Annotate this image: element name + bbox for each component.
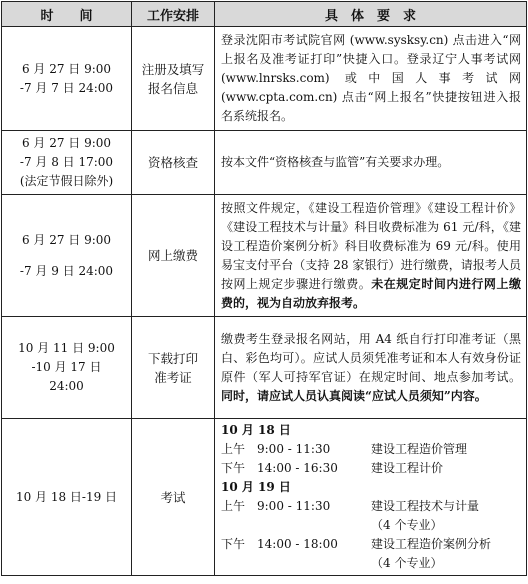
exam-date: 10 月 18 日 [221,423,291,437]
task-cell [132,419,215,576]
table-row [2,131,527,195]
task-cell [132,317,215,419]
time-line: 10 月 11 日 9:00 [18,341,115,355]
task-line: 网上缴费 [147,248,198,263]
time-line: -7 月 8 日 17:00 [19,155,114,169]
time-line: 24:00 [49,379,84,393]
time-cell [2,195,132,317]
task-cell [132,131,215,195]
task-cell [132,195,215,317]
header-requirements: 具 体 要 求 [215,2,527,27]
time-line: 6 月 27 日 9:00 [21,136,112,150]
task-line: 考试 [160,489,186,505]
requirement-bold-text: 同时，请应试人员认真阅读“应试人员须知”内容。 [221,388,487,403]
requirement-cell [215,27,527,131]
requirement-text: 缴费考生登录报名网站，用 A4 纸自行打印准考证（黑白、彩色均可）。应试人员须凭准考证和本人有效身份证原件（军人可持军官证）在规定时间、地点参加考试。 [221,331,521,384]
time-line: (法定节假日除外) [19,174,114,188]
exam-date: 10 月 19 日 [221,480,291,494]
header-time: 时 间 [2,2,132,27]
task-line: 资格核查 [147,155,198,170]
time-line: 6 月 27 日 9:00 [21,61,112,76]
requirement-text: 按本文件“资格核查与监管”有关要求办理。 [221,155,450,169]
exam-schedule-cell [215,419,527,576]
time-line: -7 月 7 日 24:00 [19,80,114,95]
requirement-cell [215,195,527,317]
session-note: （4 个专业） [371,556,443,570]
task-cell [132,27,215,131]
task-line: 注册及填写 [141,61,205,77]
time-cell [2,419,132,576]
session-time: 下午 14:00 - 18:00 [221,537,338,551]
time-line: -7 月 9 日 24:00 [19,263,114,278]
time-line: 6 月 27 日 9:00 [21,232,112,247]
time-line: -10 月 17 日 [31,360,102,374]
table-row [2,317,527,419]
table-row [2,195,527,317]
task-line: 下载打印 [147,350,198,366]
time-cell [2,317,132,419]
session-time: 上午 9:00 - 11:30 [221,442,331,456]
header-task: 工作安排 [132,2,215,27]
exam-schedule [221,421,521,573]
time-cell [2,131,132,195]
session-note: （4 个专业） [371,518,443,532]
session-subject: 建设工程造价案例分析 [371,537,492,551]
table-row [2,27,527,131]
table-row [2,419,527,576]
session-subject: 建设工程计价 [371,461,444,475]
session-subject: 建设工程造价管理 [371,442,468,456]
requirement-text: 按照文件规定，《建设工程造价管理》《建设工程计价》《建设工程技术与计量》科目收费标准为 61 元/科，《建设工程造价案例分析》科目收费标准为 69 元/科。使用易宝支付平台（支持 28 家银行）进行缴费，请报考人员按网上规定步骤进行缴费。 [221,200,521,291]
requirement-bold-text: 未在规定时间内进行网上缴费的，视为自动放弃报考。 [221,276,521,310]
task-line: 准考证 [154,369,192,385]
requirement-text: 登录沈阳市考试院官网 (www.sysksy.cn) 点击进入“网上报名及准考证打印”快捷入口。登录辽宁人事考试网 (www.lnrsks.com) 或中国人事考试网 (www.cpta.com.cn) 点击“网上报名”快捷按钮进入报名系统报名。 [221,33,521,123]
session-time: 上午 9:00 - 11:30 [221,499,331,513]
session-time: 下午 14:00 - 16:30 [221,461,338,475]
header-row [2,2,527,27]
time-cell [2,27,132,131]
session-subject: 建设工程技术与计量 [371,499,480,513]
schedule-table [1,1,527,576]
requirement-cell [215,131,527,195]
task-line: 报名信息 [147,80,198,96]
requirement-cell [215,317,527,419]
time-line: 10 月 18 日-19 日 [15,489,118,504]
